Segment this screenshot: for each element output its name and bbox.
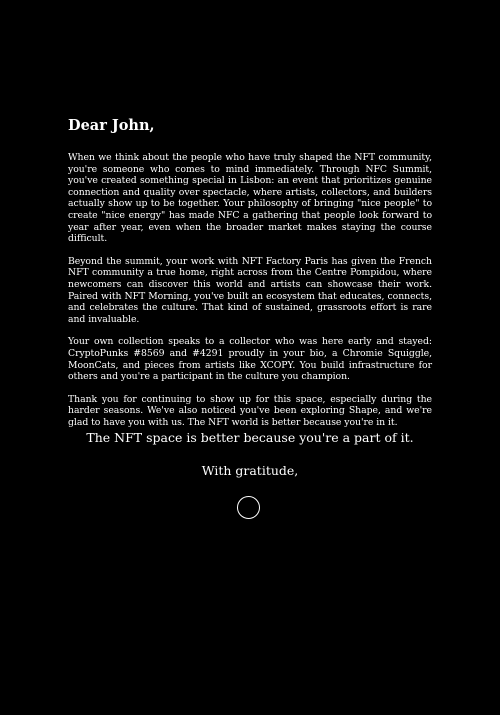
paragraph-4: Thank you for continuing to show up for this space, especially during the harder seasons. We've also noticed you've been exploring Shape, and we're glad to have you with us. The NFT world is better because you're in it.	[68, 393, 432, 428]
letter-body	[68, 116, 432, 439]
signoff: With gratitude,	[201, 463, 299, 478]
paragraph-2: Beyond the summit, your work with NFT Factory Paris has given the French NFT community a true home, right across from the Centre Pompidou, where newcomers can discover this world and artists can showcase their work. Paired with NFT Morning, you've built an ecosystem that educates, connects, and celebrates the culture. That kind of sustained, grassroots effort is rare and invaluable.	[68, 255, 432, 325]
circle-icon	[237, 496, 260, 519]
greeting: Dear John,	[68, 117, 155, 134]
paragraph-1: When we think about the people who have truly shaped the NFT community, you're someone who comes to mind immediately. Through NFC Summit, you've created something special in Lisbon: an event that prioritizes genuine connection and quality over spectacle, where artists, collectors, and builders actually show up to be together. Your philosophy of bringing "nice people" to create "nice energy" has made NFC a gathering that people look forward to year after year, even when the broader market makes staying the course difficult.	[68, 152, 432, 245]
paragraph-3: Your own collection speaks to a collector who was here early and stayed: CryptoPunks #8569 and #4291 proudly in your bio, a Chromie Squiggle, MoonCats, and pieces from artists like XCOPY. You build infrastructure for others and you're a participant in the culture you champion.	[68, 336, 432, 383]
closing-line: The NFT space is better because you're a part of it.	[86, 430, 414, 445]
